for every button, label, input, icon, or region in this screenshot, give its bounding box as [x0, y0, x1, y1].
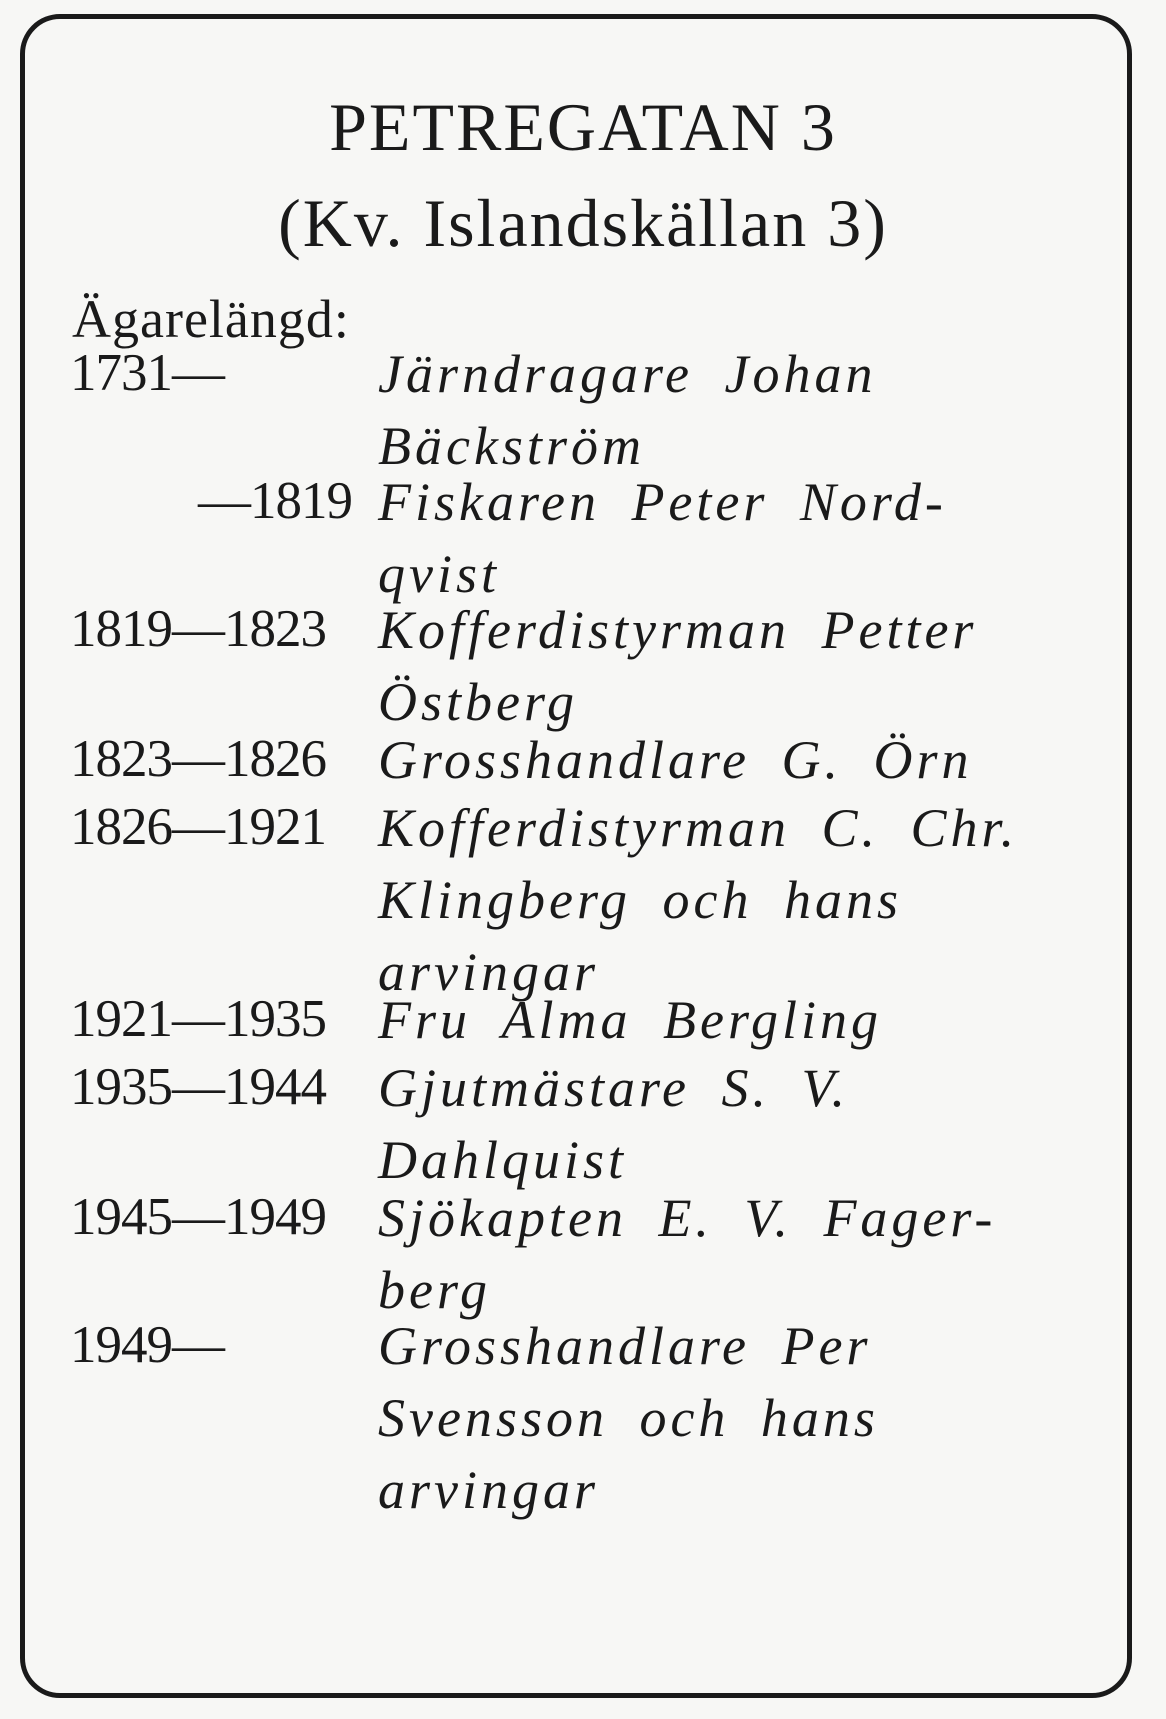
owner-line: Bäckström [378, 416, 645, 476]
entry-owner [378, 594, 1118, 738]
owner-line: Grosshandlare Per [378, 1316, 872, 1376]
owner-line: Kofferdistyrman Petter [378, 600, 978, 660]
page-title: PETREGATAN 3 [329, 89, 837, 165]
owner-line: berg [378, 1260, 491, 1320]
entry-years: 1826—1921 [70, 798, 326, 856]
entry-years: —1819 [198, 472, 352, 530]
entry-owner [378, 338, 1118, 482]
owner-line: Sjökapten E. V. Fager- [378, 1188, 997, 1248]
owner-line: Kofferdistyrman C. Chr. [378, 798, 1019, 858]
owner-line: arvingar [378, 1460, 599, 1520]
owner-line: arvingar [378, 942, 599, 1002]
entry-owner [378, 1310, 1118, 1526]
owner-line: Järndragare Johan [378, 344, 877, 404]
owner-line: qvist [378, 544, 500, 604]
owner-line: Svensson och hans [378, 1388, 879, 1448]
entry-owner [378, 466, 1118, 610]
owner-line: Gjutmästare S. V. [378, 1058, 850, 1118]
entry-years: 1823—1826 [70, 730, 326, 788]
entry-years: 1935—1944 [70, 1058, 326, 1116]
owner-line: Fiskaren Peter Nord- [378, 472, 947, 532]
entry-years: 1921—1935 [70, 990, 326, 1048]
entry-owner [378, 1052, 1118, 1196]
owner-list-heading: Ägarelängd: [72, 289, 350, 349]
entry-years: 1819—1823 [70, 600, 326, 658]
entry-owner [378, 984, 1118, 1056]
entry-years: 1949— [70, 1316, 224, 1374]
owner-line: Grosshandlare G. Örn [378, 730, 973, 790]
entry-owner [378, 724, 1118, 796]
entry-years: 1945—1949 [70, 1188, 326, 1246]
page-subtitle: (Kv. Islandskällan 3) [278, 185, 888, 261]
owner-line: Klingberg och hans [378, 870, 902, 930]
owner-line: Dahlquist [378, 1130, 628, 1190]
owner-line: Fru Alma Bergling [378, 990, 882, 1050]
entry-owner [378, 792, 1118, 1008]
entry-owner [378, 1182, 1118, 1326]
entry-years: 1731— [70, 344, 224, 402]
owner-line: Östberg [378, 672, 578, 732]
